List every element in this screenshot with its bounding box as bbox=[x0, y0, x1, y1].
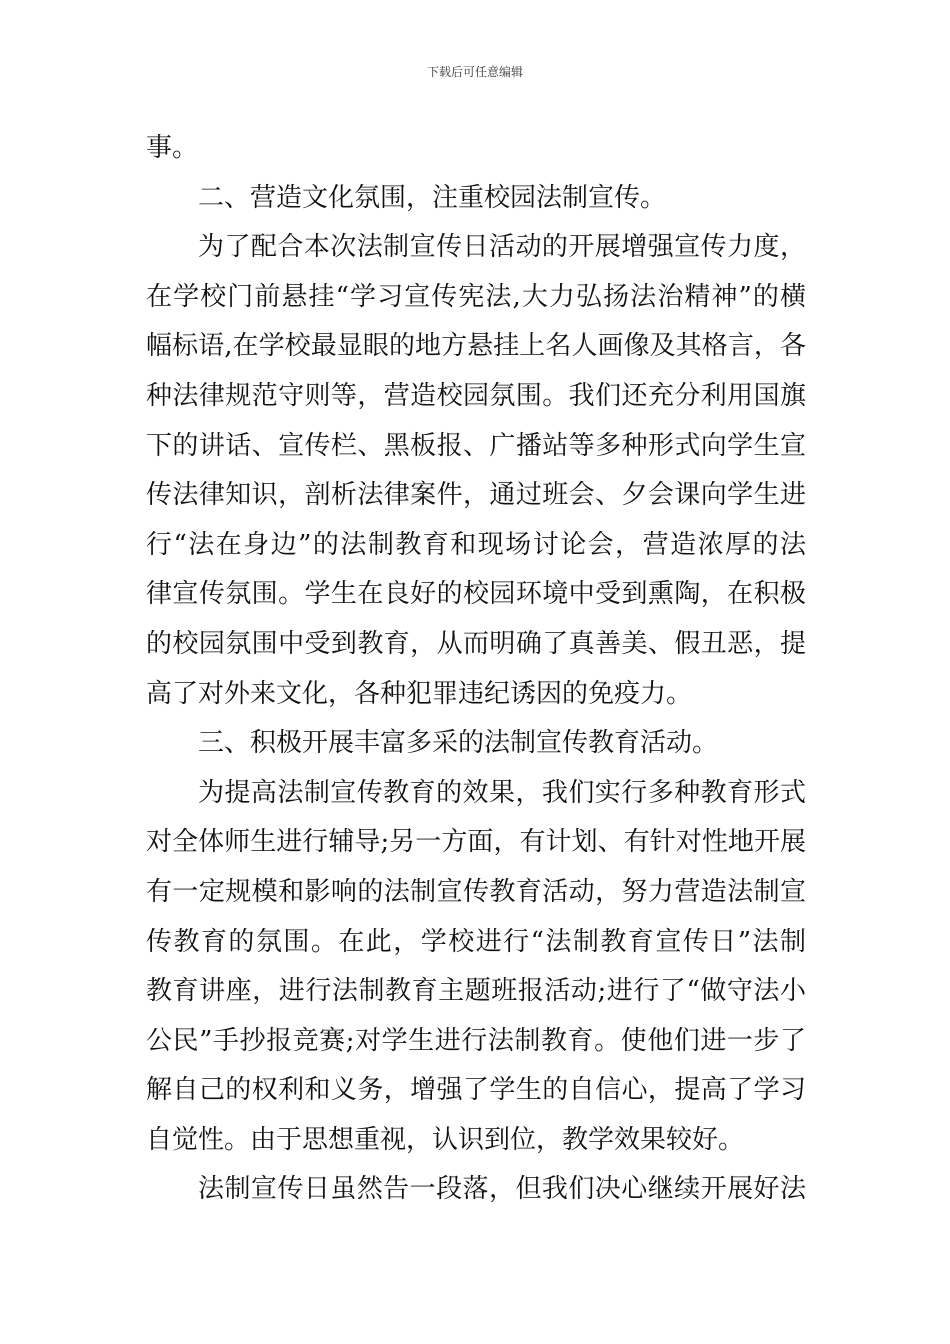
document-body bbox=[146, 124, 806, 1215]
text-line: 传教育的氛围。在此，学校进行“法制教育宣传日”法制 bbox=[146, 926, 806, 957]
text-line: 行“法在身边”的法制教育和现场讨论会，营造浓厚的法 bbox=[146, 529, 806, 560]
text-line: 教育讲座，进行法制教育主题班报活动;进行了“做守法小 bbox=[146, 976, 806, 1007]
text-line: 自觉性。由于思想重视，认识到位，教学效果较好。 bbox=[146, 1124, 745, 1155]
text-line: 下的讲话、宣传栏、黑板报、广播站等多种形式向学生宣 bbox=[146, 430, 806, 461]
text-line: 对全体师生进行辅导;另一方面，有计划、有针对性地开展 bbox=[146, 827, 806, 858]
text-line: 高了对外来文化，各种犯罪违纪诱因的免疫力。 bbox=[146, 678, 693, 709]
text-line: 法制宣传日虽然告一段落，但我们决心继续开展好法 bbox=[198, 1174, 806, 1205]
text-line: 律宣传氛围。学生在良好的校园环境中受到熏陶，在积极 bbox=[146, 579, 806, 610]
text-line: 传法律知识，剖析法律案件，通过班会、夕会课向学生进 bbox=[146, 480, 806, 511]
text-line: 为了配合本次法制宣传日活动的开展增强宣传力度， bbox=[198, 232, 806, 263]
text-line: 公民”手抄报竞赛;对学生进行法制教育。使他们进一步了 bbox=[146, 1025, 806, 1056]
text-line: 解自己的权利和义务，增强了学生的自信心，提高了学习 bbox=[146, 1075, 806, 1106]
text-line: 二、营造文化氛围，注重校园法制宣传。 bbox=[198, 182, 667, 213]
text-line: 有一定规模和影响的法制宣传教育活动，努力营造法制宣 bbox=[146, 876, 806, 907]
text-line: 在学校门前悬挂“学习宣传宪法,大力弘扬法治精神”的横 bbox=[146, 281, 806, 312]
text-line: 事。 bbox=[146, 133, 199, 163]
page-header: 下载后可任意编辑 bbox=[426, 65, 523, 79]
text-line: 为提高法制宣传教育的效果，我们实行多种教育形式 bbox=[198, 777, 806, 808]
text-line: 的校园氛围中受到教育，从而明确了真善美、假丑恶，提 bbox=[146, 628, 806, 659]
text-line: 三、积极开展丰富多采的法制宣传教育活动。 bbox=[198, 728, 719, 759]
text-line: 种法律规范守则等，营造校园氛围。我们还充分利用国旗 bbox=[146, 380, 806, 411]
text-line: 幅标语,在学校最显眼的地方悬挂上名人画像及其格言，各 bbox=[146, 331, 806, 362]
